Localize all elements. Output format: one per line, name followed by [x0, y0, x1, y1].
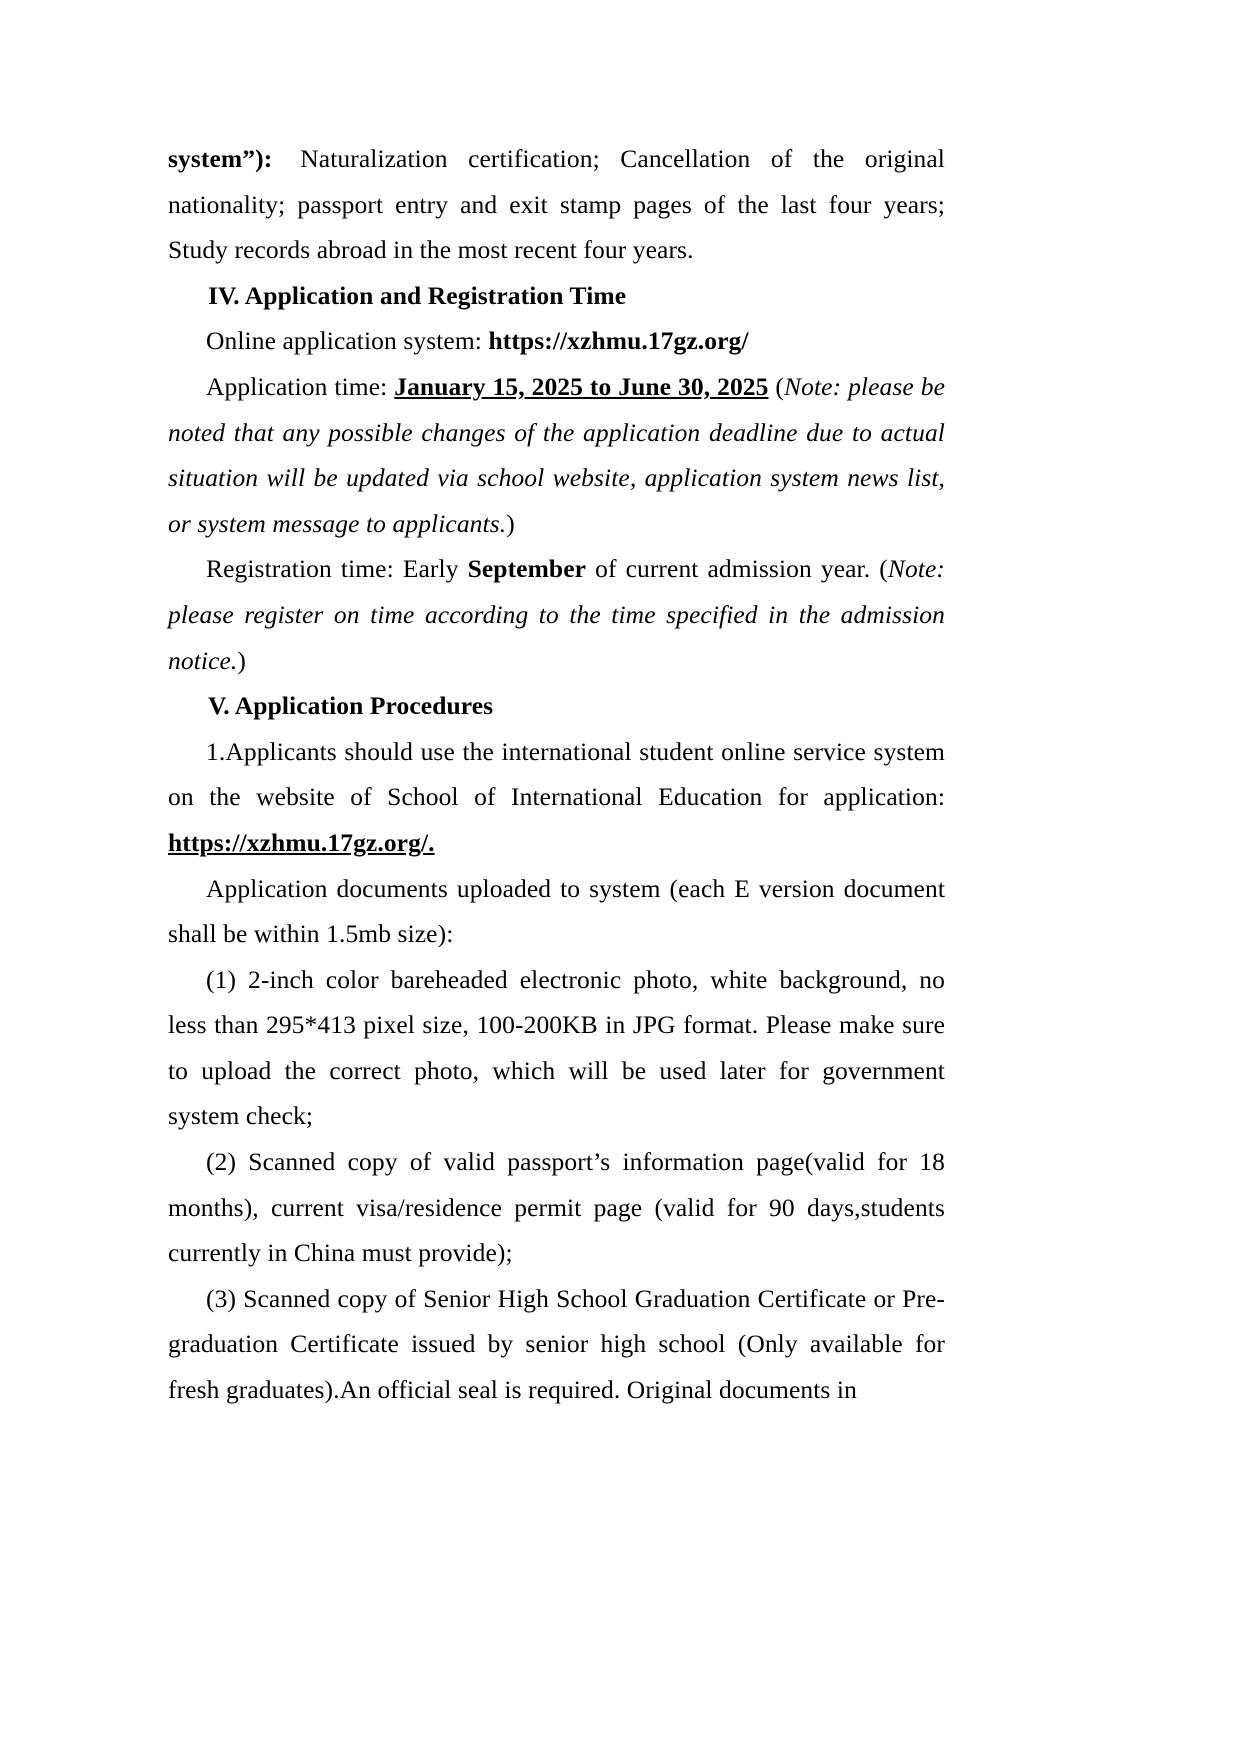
paragraph-system-continuation: [168, 136, 945, 273]
registration-note-open: (: [879, 554, 888, 584]
online-system-label: Online application system:: [206, 326, 482, 356]
application-date-range: January 15, 2025 to June 30, 2025: [394, 371, 769, 401]
system-lead-bold: system”):: [168, 144, 273, 173]
heading-v: V. Application Procedures: [208, 691, 494, 721]
system-continuation-text: Naturalization certification; Cancellation of the original nationality; passport entry and exit stamp pages of the last four years; Study records abroad in the most recent four years.: [168, 144, 945, 265]
paragraph-procedure-1: [168, 729, 945, 866]
registration-time-label: Registration time: Early: [206, 554, 459, 584]
procedure-1-url[interactable]: https://xzhmu.17gz.org/.: [168, 827, 435, 857]
paragraph-online-system: [168, 318, 945, 364]
paragraph-item-2: [168, 1139, 945, 1276]
paragraph-registration-time: [168, 546, 945, 683]
item-1-marker: (1): [206, 964, 237, 994]
procedure-1-text: 1.Applicants should use the international student online service system on the website of School of International Education for application:: [168, 736, 945, 812]
paragraph-upload-intro: Application documents uploaded to system (each E version document shall be within 1.5mb size):: [168, 873, 945, 949]
item-1-text: 2-inch color bareheaded electronic photo, white background, no less than 295*413 pixel size, 100-200KB in JPG format. Please make sure to upload the correct photo, which will be used later for government system check;: [168, 964, 945, 1131]
registration-after-month: of current admission year.: [595, 554, 871, 584]
application-time-label: Application time:: [206, 371, 388, 401]
registration-note-close: ): [237, 645, 246, 675]
online-application-url[interactable]: https://xzhmu.17gz.org/: [488, 326, 749, 356]
registration-month: September: [467, 554, 587, 584]
application-note-open: (: [775, 371, 785, 401]
application-note-close: ): [506, 508, 515, 538]
item-3-text: Scanned copy of Senior High School Graduation Certificate or Pre-graduation Certificate issued by senior high school (Only available for fresh graduates).An official seal is required. Original documents in: [168, 1283, 945, 1405]
paragraph-application-time: [168, 364, 945, 546]
item-2-text: Scanned copy of valid passport’s information page(valid for 18 months), current visa/residence permit page (valid for 90 days,students currently in China must provide);: [168, 1147, 946, 1268]
paragraph-item-3: [168, 1276, 945, 1413]
item-3-marker: (3): [206, 1283, 237, 1313]
application-note-italic: Note: please be noted that any possible changes of the application deadline due to actual situation will be updated via school website, application system news list, or system message to applicants.: [168, 371, 946, 538]
heading-iv: IV. Application and Registration Time: [208, 280, 627, 310]
item-2-marker: (2): [206, 1147, 237, 1177]
document-body: [168, 136, 945, 1413]
registration-note-italic: Note: please register on time according to the time specified in the admission notice.: [168, 554, 946, 675]
paragraph-item-1: [168, 957, 945, 1139]
